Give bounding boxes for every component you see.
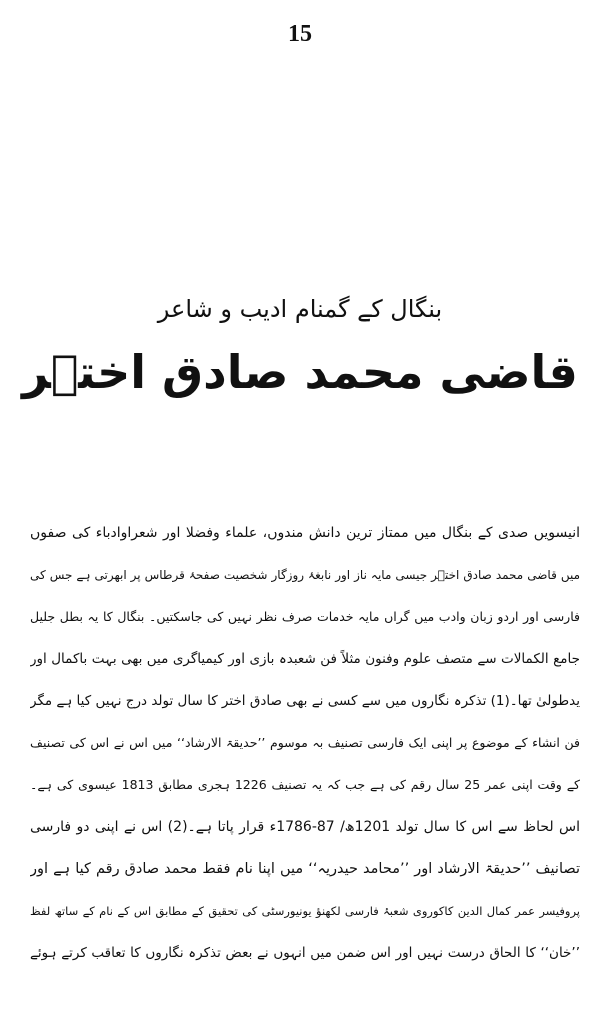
body-text	[30, 512, 580, 974]
body-line-10: پروفیسر عمر کمال الدین کاکوروی شعبۂ فارسی لکھنؤ یونیورسٹی کی تحقیق کے مطابق اس کے نام کے ساتھ لفظ	[30, 904, 580, 918]
body-line-4: جامع الکمالات سے متصف علوم وفنون مثلاً فن شعبدہ بازی اور کیمیاگری میں بھی بہت باکمال اور	[30, 651, 580, 667]
body-line-3: فارسی اور اردو زبان وادب میں گراں مایہ خدمات صرف نظر نہیں کی جاسکتیں۔ بنگال کا یہ بطل جلیل	[30, 609, 580, 624]
body-line-8: اس لحاظ سے اس کا سال تولد 1201ھ/ 87-1786ء قرار پاتا ہے۔(2) اس نے اپنی دو فارسی	[30, 819, 580, 835]
body-line-1: انیسویں صدی کے بنگال میں ممتاز ترین دانش مندوں، علماء وفضلا اور شعراوادباء کی صفوں	[30, 525, 580, 541]
body-line-6: فن انشاء کے موضوع پر اپنی ایک فارسی تصنیف بہ موسوم ’’حدیقۃ الارشاد‘‘ میں اس نے اس کی تصنیف	[30, 735, 580, 750]
body-line-5: یدطولیٰ تھا۔(1) تذکرہ نگاروں میں سے کسی نے بھی صادق اختر کا سال تولد درج نہیں کیا ہے مگر	[30, 693, 580, 709]
chapter-title: قاضی محمد صادق اختؔر	[22, 345, 578, 399]
body-line-11: ’’خان‘‘ کا الحاق درست نہیں اور اس ضمن میں انہوں نے بعض تذکرہ نگاروں کا تعاقب کرتے ہوئے	[30, 945, 580, 961]
body-line-7: کے وقت اپنی عمر 25 سال رقم کی ہے جب کہ یہ تصنیف 1226 ہجری مطابق 1813 عیسوی کی ہے۔	[30, 777, 580, 792]
body-line-9: تصانیف ’’حدیقۃ الارشاد اور ’’محامد حیدریہ‘‘ میں اپنا نام فقط محمد صادق رقم کیا ہے اور	[30, 861, 580, 877]
chapter-subtitle: بنگال کے گمنام ادیب و شاعر	[157, 295, 443, 323]
page-number: 15	[288, 21, 312, 47]
body-line-2: میں قاضی محمد صادق اختؔر جیسی مایہ ناز اور نابغۂ روزگار شخصیت صفحۂ قرطاس پر ابھرتی ہے جس کی	[30, 568, 580, 582]
